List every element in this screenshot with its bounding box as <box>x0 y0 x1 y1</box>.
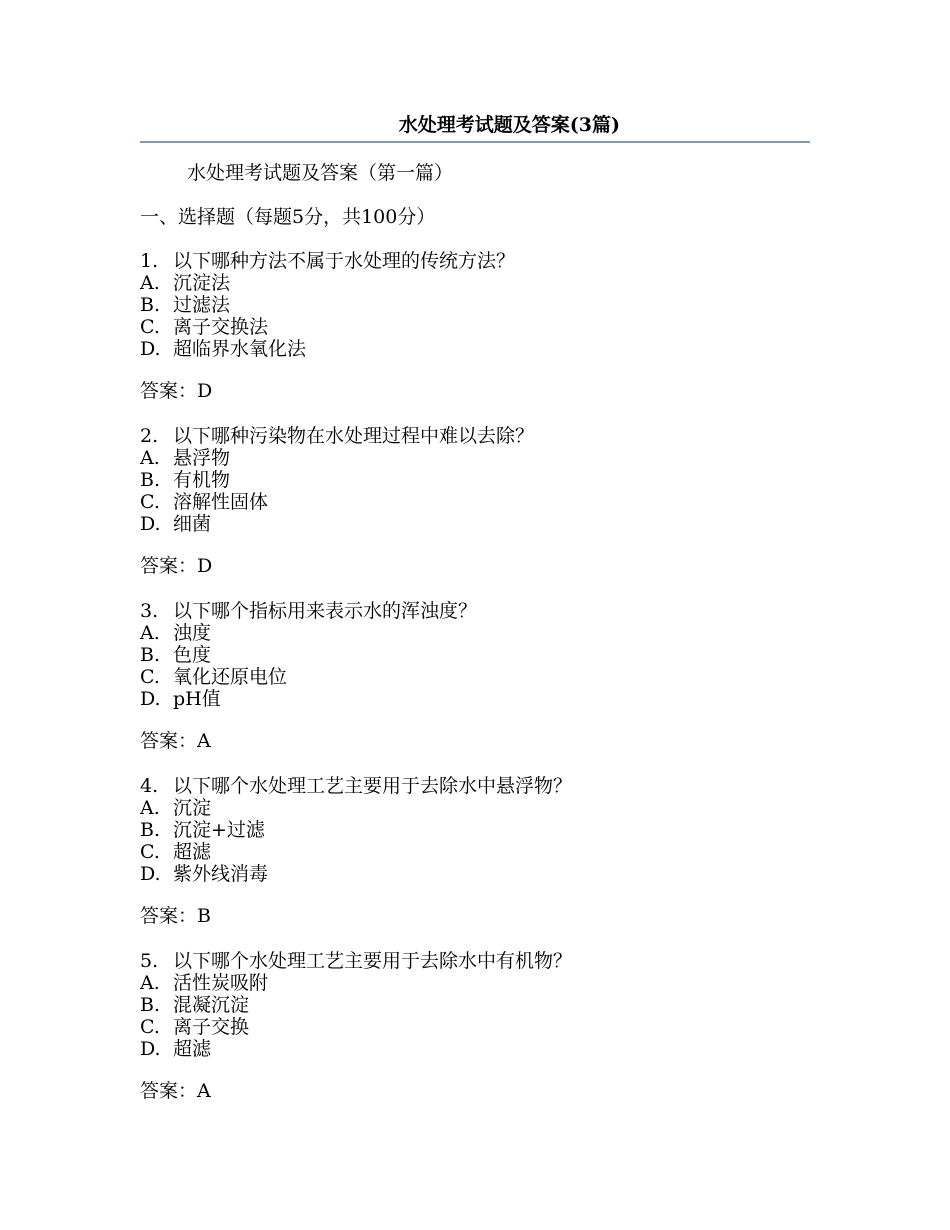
option-key: B. <box>140 644 161 666</box>
question-text: 以下哪种方法不属于水处理的传统方法？ <box>173 250 516 272</box>
page-header <box>140 112 810 143</box>
question-number: 5. <box>140 950 159 972</box>
option-text: 溶解性固体 <box>173 491 269 513</box>
option-key: C. <box>140 491 160 513</box>
option-line <box>140 688 810 710</box>
option-line <box>140 819 810 841</box>
option-line <box>140 972 810 994</box>
option-text: 浊度 <box>173 622 212 644</box>
option-key: D. <box>140 338 161 360</box>
question-text: 以下哪个水处理工艺主要用于去除水中有机物？ <box>173 950 573 972</box>
option-text: 沉淀+过滤 <box>173 819 265 841</box>
option-text: 氧化还原电位 <box>173 666 288 688</box>
option-line <box>140 797 810 819</box>
document-title: 水处理考试题及答案(3篇) <box>398 114 620 136</box>
option-text: 过滤法 <box>173 294 231 316</box>
option-text: 离子交换法 <box>173 316 269 338</box>
option-key: A. <box>140 272 160 294</box>
option-key: B. <box>140 294 161 316</box>
option-line <box>140 513 810 535</box>
question-item <box>140 600 810 754</box>
question-text: 以下哪个水处理工艺主要用于去除水中悬浮物？ <box>173 775 573 797</box>
option-text: 细菌 <box>173 513 212 535</box>
option-key: C. <box>140 841 160 863</box>
option-text: 悬浮物 <box>173 447 231 469</box>
option-key: D. <box>140 513 161 535</box>
option-line <box>140 994 810 1016</box>
answer-line: 答案：D <box>140 555 213 577</box>
answer-line: 答案：B <box>140 905 211 927</box>
answer-line: 答案：A <box>140 1080 211 1102</box>
option-line <box>140 272 810 294</box>
option-line <box>140 316 810 338</box>
question-line <box>140 250 810 272</box>
option-line <box>140 338 810 360</box>
option-line <box>140 841 810 863</box>
option-key: C. <box>140 666 160 688</box>
option-text: 超临界水氧化法 <box>173 338 307 360</box>
answer-line: 答案：D <box>140 380 213 402</box>
option-key: B. <box>140 469 161 491</box>
option-line <box>140 644 810 666</box>
option-line <box>140 1038 810 1060</box>
option-key: A. <box>140 972 160 994</box>
question-line <box>140 775 810 797</box>
question-item <box>140 950 810 1104</box>
option-key: B. <box>140 994 161 1016</box>
option-key: C. <box>140 316 160 338</box>
option-text: 色度 <box>173 644 212 666</box>
option-key: B. <box>140 819 161 841</box>
option-key: A. <box>140 447 160 469</box>
option-key: D. <box>140 688 161 710</box>
option-key: D. <box>140 1038 161 1060</box>
option-line <box>140 622 810 644</box>
document-subtitle: 水处理考试题及答案（第一篇） <box>187 162 454 184</box>
option-text: 紫外线消毒 <box>173 863 269 885</box>
question-item <box>140 250 810 404</box>
option-line <box>140 447 810 469</box>
question-number: 3. <box>140 600 159 622</box>
option-line <box>140 1016 810 1038</box>
answer-line: 答案：A <box>140 730 211 752</box>
option-text: 离子交换 <box>173 1016 250 1038</box>
question-item <box>140 425 810 579</box>
option-line <box>140 491 810 513</box>
question-item <box>140 775 810 929</box>
option-line <box>140 469 810 491</box>
option-text: 混凝沉淀 <box>173 994 250 1016</box>
question-line <box>140 950 810 972</box>
question-text: 以下哪种污染物在水处理过程中难以去除？ <box>173 425 535 447</box>
question-line <box>140 600 810 622</box>
option-key: D. <box>140 863 161 885</box>
question-list <box>140 250 810 1104</box>
option-key: C. <box>140 1016 160 1038</box>
option-text: 沉淀法 <box>173 272 231 294</box>
section-heading: 一、选择题（每题5分，共100分） <box>140 206 436 228</box>
option-text: 活性炭吸附 <box>173 972 269 994</box>
question-number: 1. <box>140 250 159 272</box>
question-number: 4. <box>140 775 159 797</box>
question-text: 以下哪个指标用来表示水的浑浊度？ <box>173 600 478 622</box>
option-text: pH值 <box>173 688 221 710</box>
option-text: 有机物 <box>173 469 231 491</box>
option-key: A. <box>140 622 160 644</box>
option-key: A. <box>140 797 160 819</box>
question-line <box>140 425 810 447</box>
option-line <box>140 863 810 885</box>
option-line <box>140 294 810 316</box>
option-text: 超滤 <box>173 1038 212 1060</box>
option-line <box>140 666 810 688</box>
option-text: 超滤 <box>173 841 212 863</box>
option-text: 沉淀 <box>173 797 212 819</box>
question-number: 2. <box>140 425 159 447</box>
document-body <box>140 162 810 1125</box>
